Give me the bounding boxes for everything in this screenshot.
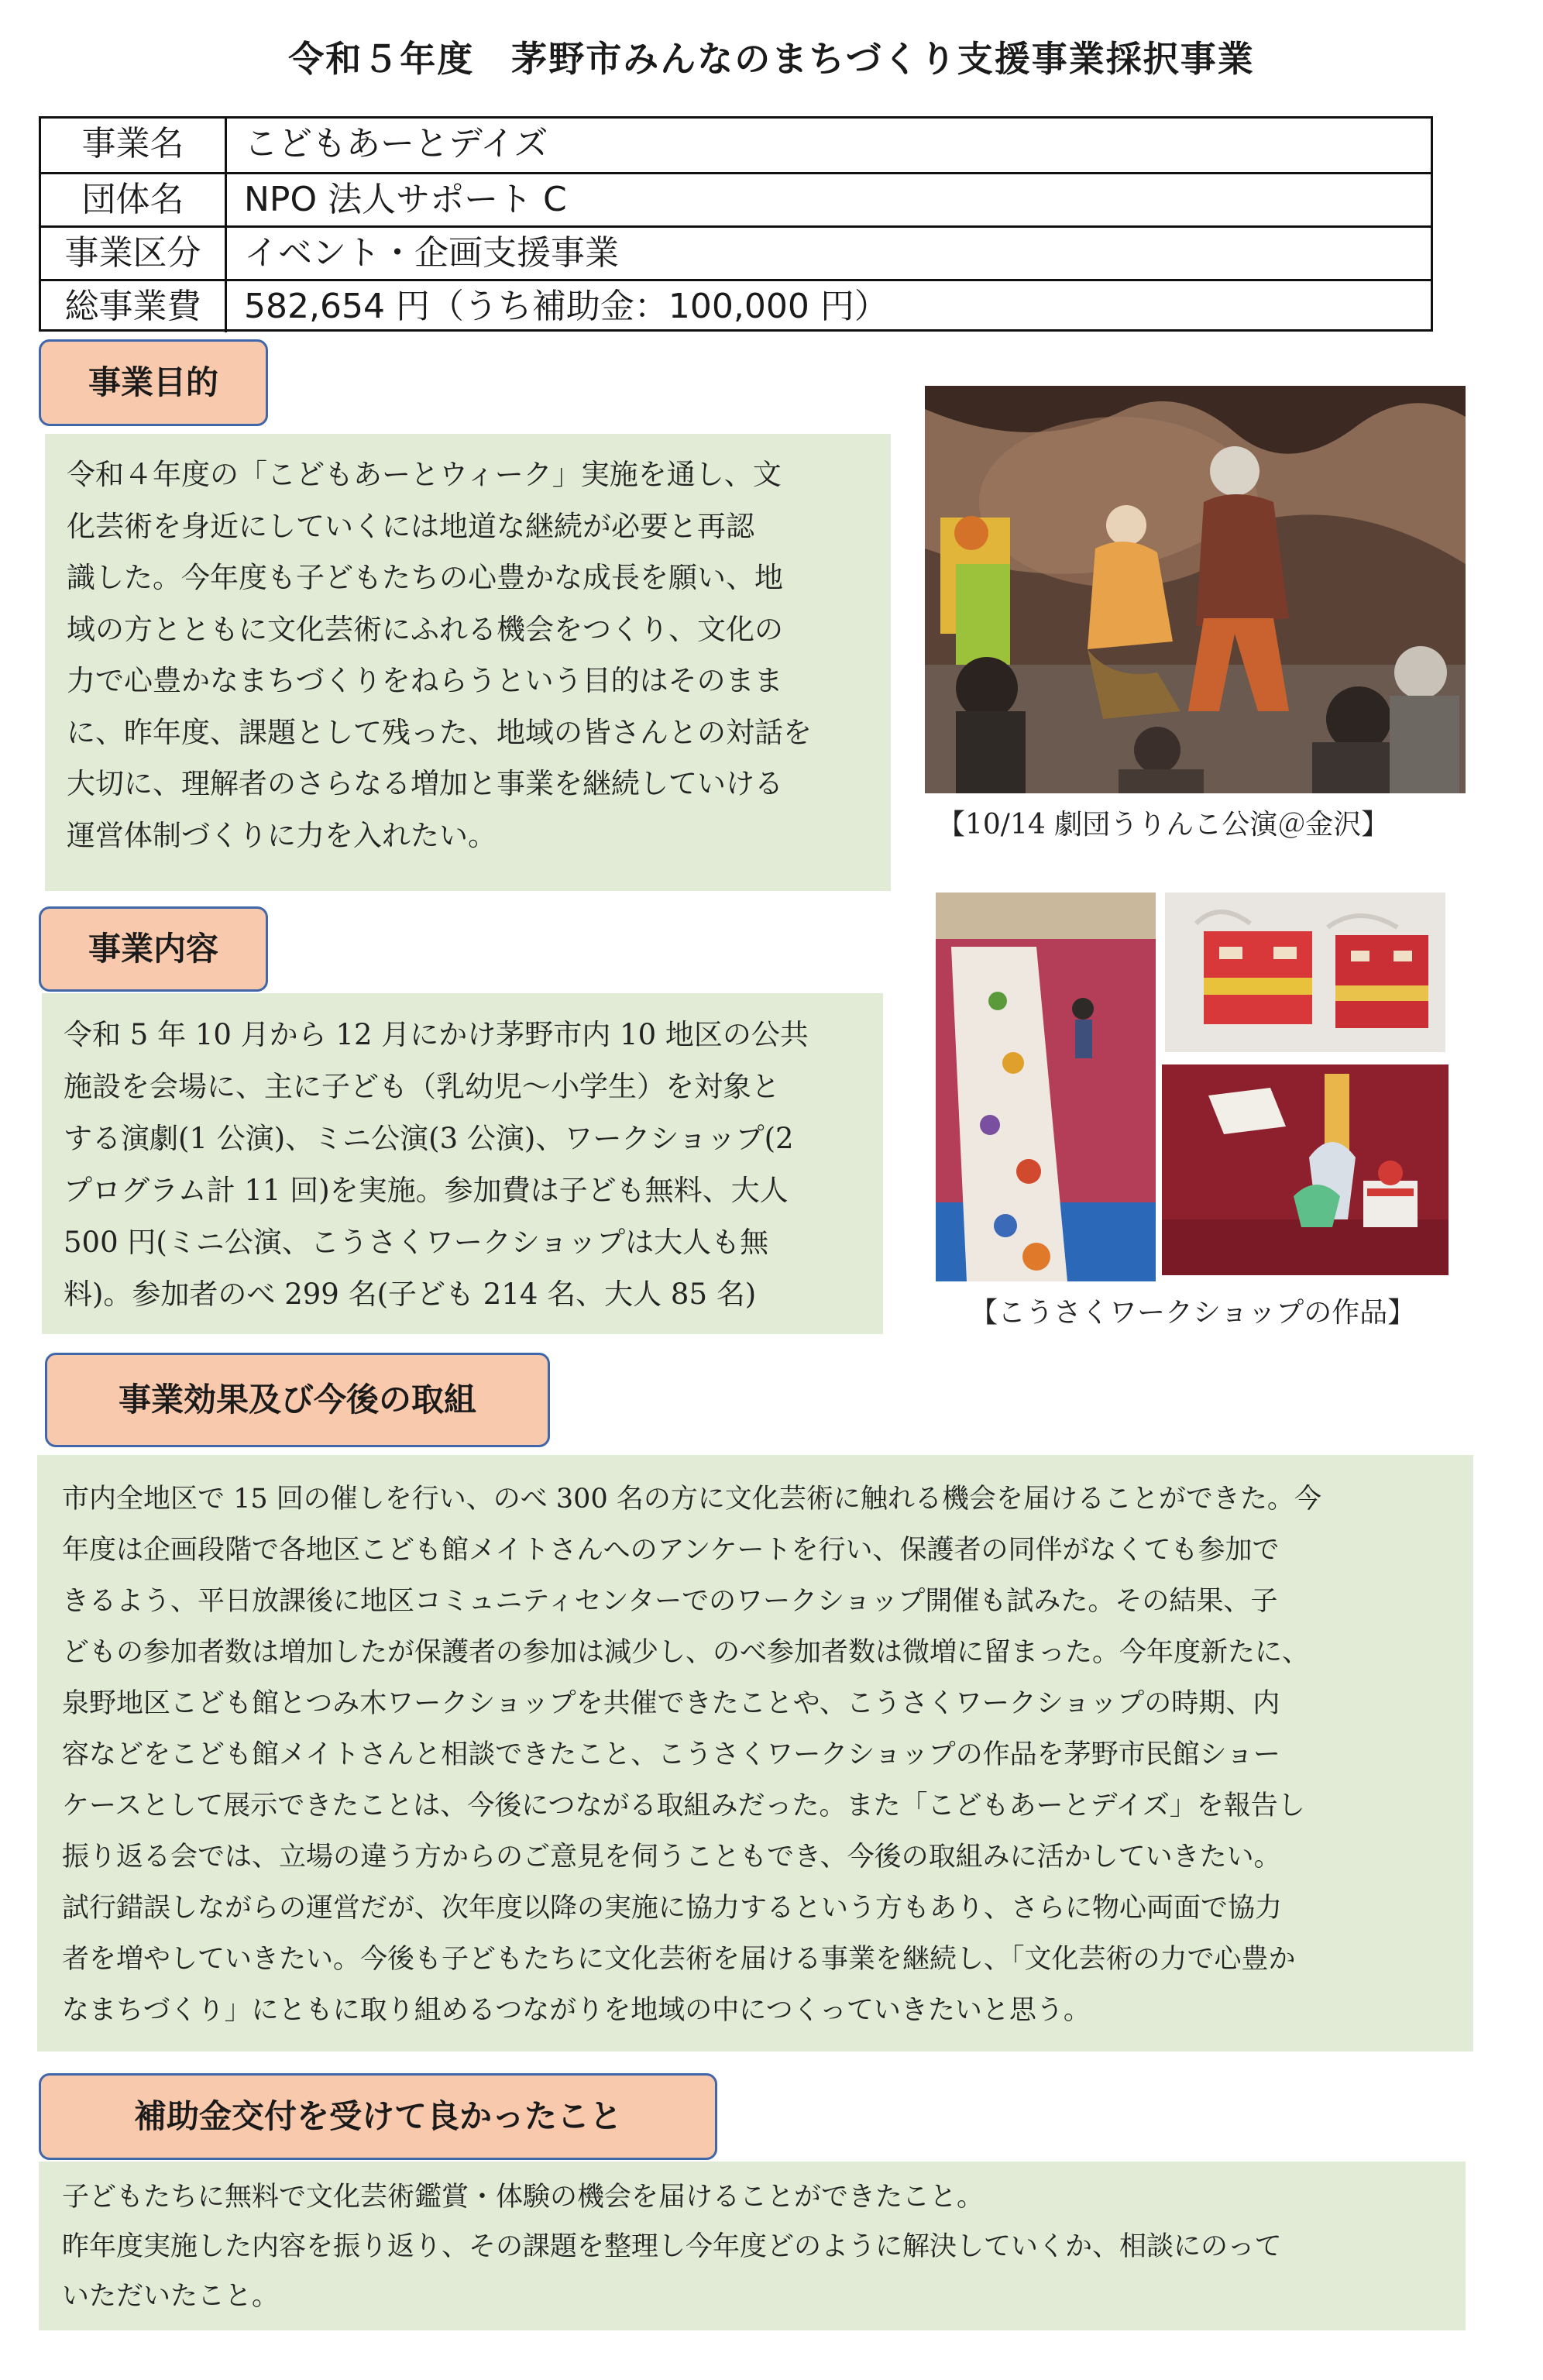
- info-label: 事業名: [41, 119, 227, 172]
- effects-line: どもの参加者数は増加したが保護者の参加は減少し、のべ参加者数は微増に留まった。今年度新たに、: [62, 1637, 1310, 1668]
- effects-line: 市内全地区で 15 回の催しを行い、のべ 300 名の方に文化芸術に触れる機会を届けることができた。今: [62, 1484, 1321, 1515]
- benefits-line: 昨年度実施した内容を振り返り、その課題を整理し今年度どのように解決していくか、相談にのって: [62, 2231, 1282, 2262]
- workshop-masks-photo: [1165, 892, 1445, 1052]
- theater-photo-caption: 【10/14 劇団うりんこ公演＠金沢】: [937, 809, 1390, 841]
- content-panel: [42, 993, 883, 1334]
- info-label: 総事業費: [41, 281, 227, 332]
- info-table: [39, 116, 1433, 332]
- workshop-banner-illustration: [936, 892, 1156, 1281]
- theater-performance-illustration: [925, 386, 1466, 793]
- effects-panel: [37, 1455, 1473, 2052]
- effects-line: 泉野地区こども館とつみ木ワークショップを共催できたことや、こうさくワークショップの時期、内: [62, 1688, 1280, 1719]
- effects-line: 容などをこども館メイトさんと相談できたこと、こうさくワークショップの作品を茅野市民館ショー: [62, 1739, 1280, 1770]
- benefits-panel: [39, 2162, 1466, 2330]
- benefits-line: いただいたこと。: [62, 2281, 280, 2312]
- workshop-banner-photo: [936, 892, 1156, 1281]
- content-line: 令和 5 年 10 月から 12 月にかけ茅野市内 10 地区の公共: [64, 1018, 809, 1051]
- workshop-crafts-photo: [1162, 1064, 1448, 1275]
- purpose-line: 識した。今年度も子どもたちの心豊かな成長を願い、地: [67, 561, 783, 594]
- info-value: 582,654 円（うち補助金：100,000 円）: [244, 287, 888, 326]
- info-value: イベント・企画支援事業: [244, 233, 619, 273]
- effects-line: ケースとして展示できたことは、今後につながる取組みだった。また「こどもあーとデイズ」を報告し: [62, 1790, 1305, 1821]
- theater-performance-photo: [925, 386, 1466, 793]
- purpose-line: 運営体制づくりに力を入れたい。: [67, 818, 497, 852]
- purpose-line: 大切に、理解者のさらなる増加と事業を継続していける: [67, 767, 783, 800]
- effects-line: 者を増やしていきたい。今後も子どもたちに文化芸術を届ける事業を継続し、「文化芸術の力で心豊か: [62, 1944, 1296, 1975]
- purpose-line: に、昨年度、課題として残った、地域の皆さんとの対話を: [67, 715, 812, 749]
- effects-line: 年度は企画段階で各地区こども館メイトさんへのアンケートを行い、保護者の同伴がなくても参加で: [62, 1535, 1280, 1566]
- workshop-masks-illustration: [1165, 892, 1445, 1052]
- purpose-line: 化芸術を身近にしていくには地道な継続が必要と再認: [67, 509, 754, 543]
- content-line: 料)。参加者のべ 299 名(子ども 214 名、大人 85 名): [64, 1278, 757, 1311]
- content-line: 施設を会場に、主に子ども（乳幼児〜小学生）を対象と: [64, 1070, 780, 1103]
- content-line: プログラム計 11 回)を実施。参加費は子ども無料、大人: [64, 1174, 789, 1207]
- section-heading-benefits: 補助金交付を受けて良かったこと: [39, 2073, 717, 2160]
- section-heading-purpose: 事業目的: [39, 339, 268, 426]
- effects-line: なまちづくり」にともに取り組めるつながりを地域の中につくっていきたいと思う。: [62, 1995, 1091, 2026]
- workshop-crafts-illustration: [1162, 1064, 1448, 1275]
- info-row-total-cost: [41, 279, 1431, 332]
- content-line: する演劇(1 公演)、ミニ公演(3 公演)、ワークショップ(2: [64, 1122, 794, 1155]
- page-title: 令和５年度 茅野市みんなのまちづくり支援事業採択事業: [288, 38, 1255, 80]
- purpose-line: 力で心豊かなまちづくりをねらうという目的はそのまま: [67, 664, 783, 697]
- info-row-category: [41, 225, 1431, 279]
- section-heading-effects: 事業効果及び今後の取組: [45, 1353, 550, 1447]
- effects-line: 振り返る会では、立場の違う方からのご意見を伺うこともでき、今後の取組みに活かしていきたい。: [62, 1842, 1281, 1873]
- effects-line: きるよう、平日放課後に地区コミュニティセンターでのワークショップ開催も試みた。その結果、子: [62, 1586, 1278, 1617]
- info-label: 団体名: [41, 174, 227, 225]
- purpose-panel: [45, 434, 891, 891]
- info-value: NPO 法人サポート C: [244, 180, 567, 219]
- info-value: こどもあーとデイズ: [244, 124, 548, 163]
- purpose-line: 令和４年度の「こどもあーとウィーク」実施を通し、文: [67, 458, 782, 491]
- workshop-photo-caption: 【こうさくワークショップの作品】: [970, 1297, 1416, 1329]
- purpose-line: 域の方とともに文化芸術にふれる機会をつくり、文化の: [67, 612, 783, 646]
- info-row-organization: [41, 172, 1431, 225]
- effects-line: 試行錯誤しながらの運営だが、次年度以降の実施に協力するという方もあり、さらに物心両面で協力: [62, 1893, 1283, 1924]
- content-line: 500 円(ミニ公演、こうさくワークショップは大人も無: [64, 1226, 769, 1259]
- info-row-project-name: [41, 119, 1431, 172]
- benefits-line: 子どもたちに無料で文化芸術鑑賞・体験の機会を届けることができたこと。: [62, 2182, 985, 2213]
- section-heading-content: 事業内容: [39, 906, 268, 992]
- info-label: 事業区分: [41, 228, 227, 279]
